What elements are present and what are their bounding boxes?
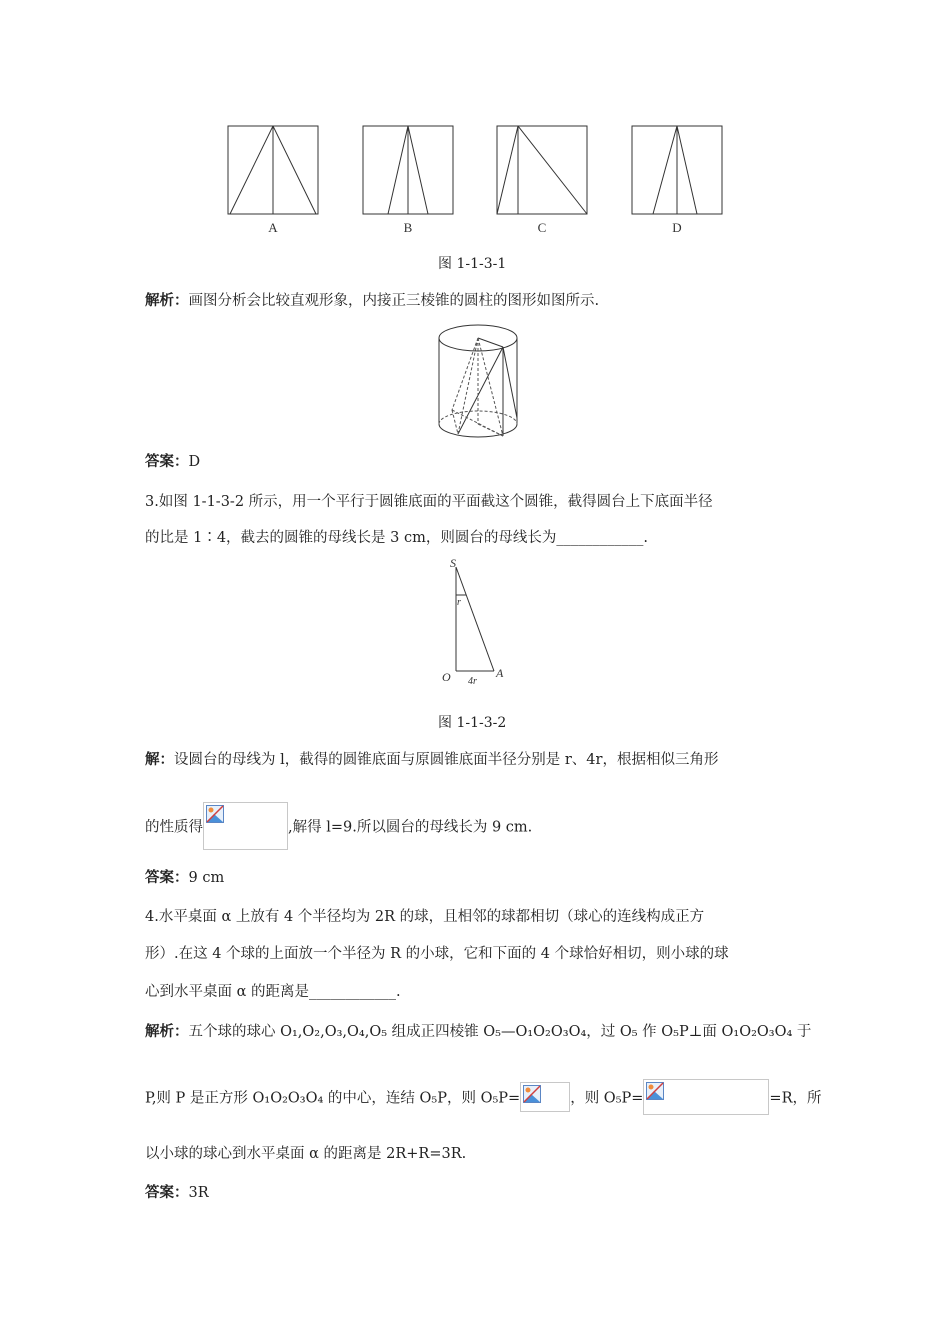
answer-text: D xyxy=(188,454,201,470)
equation-image-placeholder xyxy=(203,802,288,850)
question-3-line-2: 的比是 1∶4，截去的圆锥的母线长是 3 cm，则圆台的母线长为____________. xyxy=(145,530,648,546)
analysis-4-line-2 xyxy=(145,1079,822,1115)
equation-image-placeholder xyxy=(520,1082,570,1112)
option-label-a: A xyxy=(268,220,278,235)
solution-text: 设圆台的母线为 l，截得的圆锥底面与原圆锥底面半径分别是 r、4r，根据相似三角形 xyxy=(174,752,719,768)
analysis-2 xyxy=(145,289,599,310)
answer-4 xyxy=(145,1181,209,1202)
option-d-square xyxy=(632,126,722,214)
base-4r-label: 4r xyxy=(468,676,477,687)
option-label-d: D xyxy=(672,220,682,235)
answer-2 xyxy=(145,450,200,471)
analysis-text-c: =R，所 xyxy=(769,1090,822,1107)
vertex-s-label: S xyxy=(450,556,456,570)
analysis-text-b: ，则 O₅P= xyxy=(570,1090,644,1107)
answer-text: 3R xyxy=(188,1185,209,1201)
analysis-text: 画图分析会比较直观形象，内接正三棱锥的圆柱的图形如图所示. xyxy=(188,293,600,309)
solution-label: 解： xyxy=(145,752,174,768)
answer-3 xyxy=(145,866,224,887)
analysis-label: 解析： xyxy=(145,1024,189,1040)
question-3-line-1: 3.如图 1-1-3-2 所示，用一个平行于圆锥底面的平面截这个圆锥，截得圆台上下底面半径 xyxy=(145,494,713,510)
analysis-4-line-1 xyxy=(145,1020,811,1041)
broken-image-icon xyxy=(206,805,224,823)
option-label-b: B xyxy=(403,220,413,235)
figure-right-triangle xyxy=(436,553,516,688)
question-4-line-1: 4.水平桌面 α 上放有 4 个半径均为 2R 的球，且相邻的球都相切（球心的连线构成正方 xyxy=(145,909,705,925)
option-c-square xyxy=(497,126,587,214)
answer-label: 答案： xyxy=(145,1185,189,1201)
solution-3-line-1 xyxy=(145,748,718,769)
answer-text: 9 cm xyxy=(188,870,225,886)
option-a-square xyxy=(228,126,318,214)
solution-text-b: ,解得 l=9.所以圆台的母线长为 9 cm. xyxy=(288,819,533,836)
vertex-a-label: A xyxy=(496,666,504,680)
broken-image-icon xyxy=(646,1082,664,1100)
figure-caption-1: 图 1-1-3-1 xyxy=(438,256,507,272)
analysis-text: 五个球的球心 O₁,O₂,O₃,O₄,O₅ 组成正四棱锥 O₅—O₁O₂O₃O₄，过 O₅ 作 O₅P⊥面 O₁O₂O₃O₄ 于 xyxy=(188,1024,812,1040)
radius-r-label: r xyxy=(457,597,461,608)
analysis-label: 解析： xyxy=(145,293,189,309)
equation-image-placeholder xyxy=(643,1079,769,1115)
solution-text-a: 的性质得 xyxy=(145,819,203,836)
option-label-c: C xyxy=(537,220,547,235)
answer-label: 答案： xyxy=(145,454,189,470)
figure-caption-2: 图 1-1-3-2 xyxy=(438,715,507,731)
answer-label: 答案： xyxy=(145,870,189,886)
question-4-line-3: 心到水平桌面 α 的距离是____________. xyxy=(145,984,401,1000)
question-4-line-2: 形）.在这 4 个球的上面放一个半径为 R 的小球，它和下面的 4 个球恰好相切，则小球的球 xyxy=(145,946,729,962)
vertex-o-label: O xyxy=(442,670,451,684)
broken-image-icon xyxy=(523,1085,541,1103)
figure-cylinder-pyramid xyxy=(432,318,524,448)
analysis-text-a: P,则 P 是正方形 O₁O₂O₃O₄ 的中心，连结 O₅P，则 O₅P= xyxy=(145,1090,521,1107)
solution-3-line-2 xyxy=(145,802,532,850)
analysis-4-line-3: 以小球的球心到水平桌面 α 的距离是 2R+R=3R. xyxy=(145,1146,467,1162)
figure-options-squares xyxy=(220,118,740,243)
option-b-square xyxy=(363,126,453,214)
